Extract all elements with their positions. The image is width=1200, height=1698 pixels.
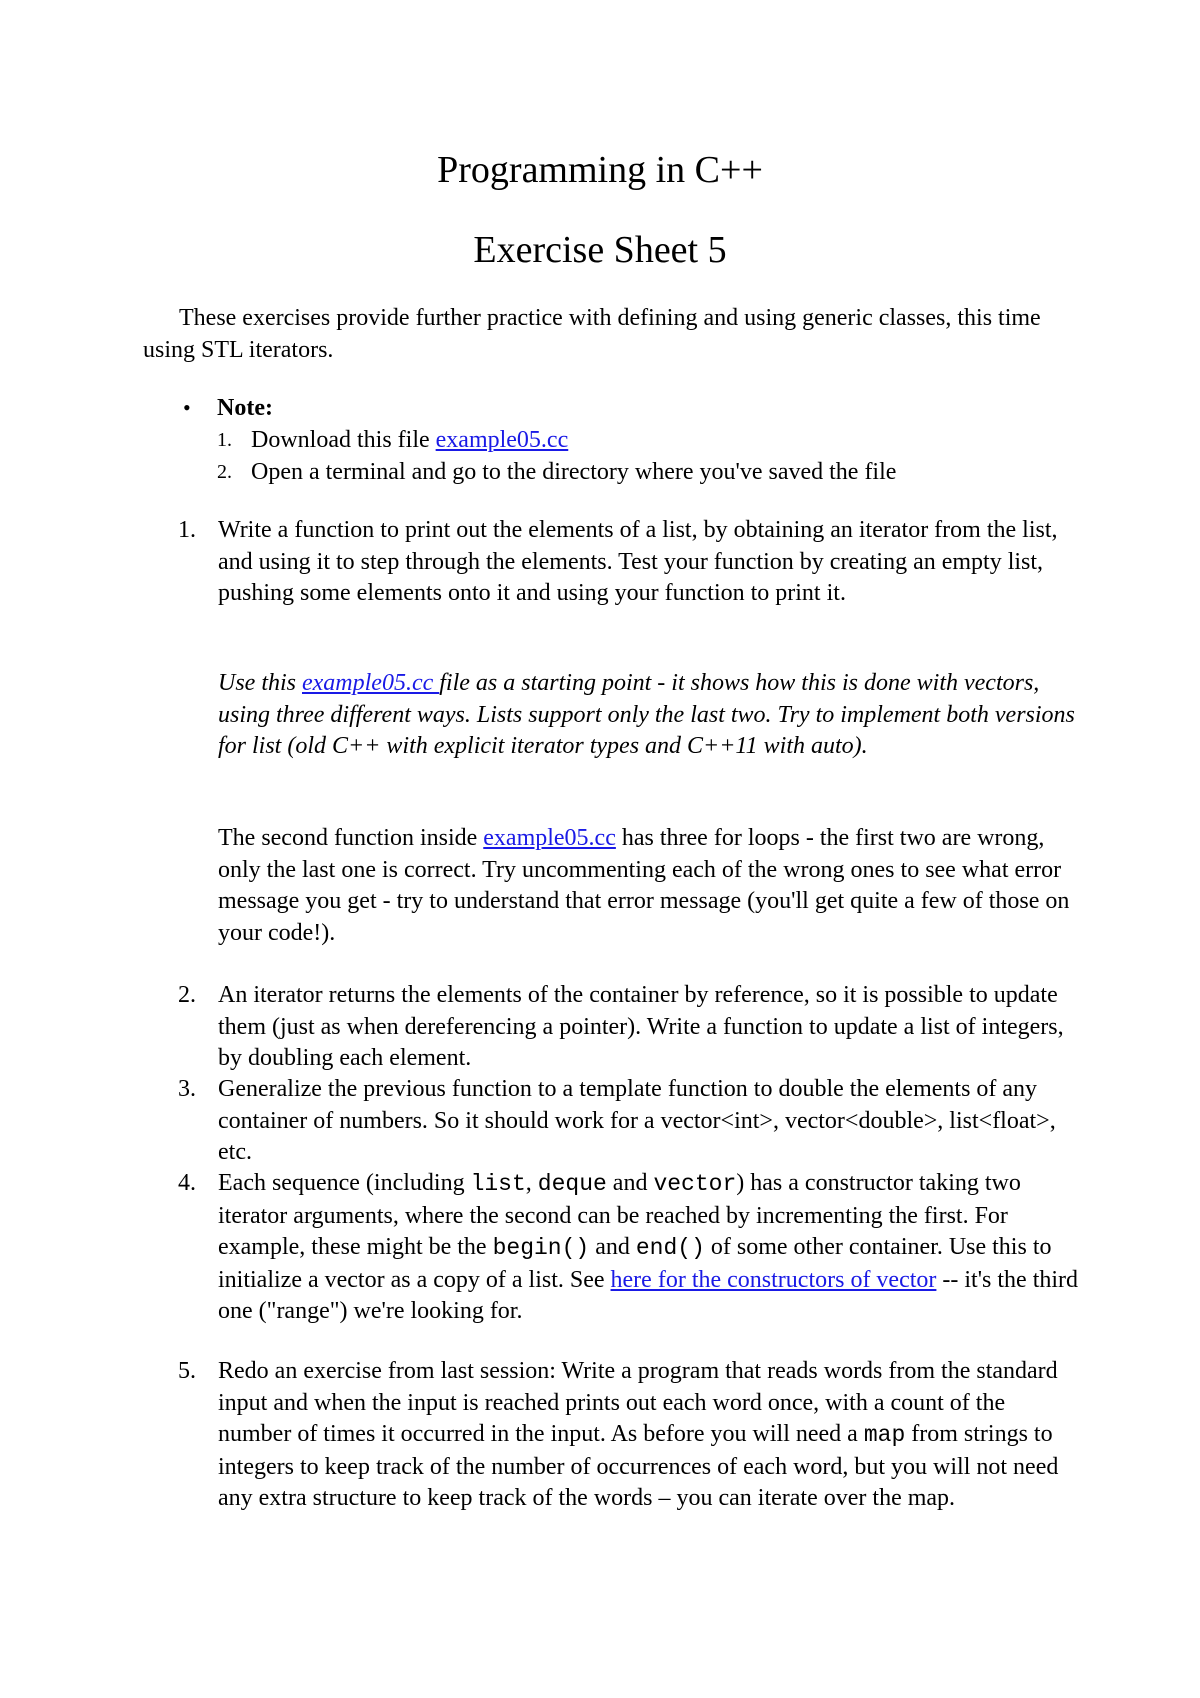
- exercise-text: The second function inside: [218, 825, 484, 851]
- intro-paragraph: [143, 302, 1063, 366]
- page-title: Programming in C++: [437, 149, 763, 191]
- intro-text: These exercises provide further practice with defining and using generic classes, this time using STL iterators.: [143, 305, 1041, 363]
- code-end: end(): [635, 1235, 705, 1261]
- exercise-text: Generalize the previous function to a template function to double the elements of any container of numbers. So it should work for a vector<int>, vector<double>, list<float>, etc.: [218, 1076, 1056, 1165]
- exercise-1-second-function: [218, 823, 1083, 949]
- note-item-download: [217, 424, 569, 456]
- code-begin: begin(): [492, 1235, 590, 1261]
- exercise-text: of some other container. Use this to initialize a vector as a copy of a list. See: [218, 1234, 1052, 1293]
- code-vector: vector: [653, 1171, 737, 1197]
- note-item-number: 1.: [217, 429, 232, 451]
- code-list: list: [470, 1171, 526, 1197]
- note-label: Note:: [217, 395, 273, 421]
- exercise-text: ) has a constructor taking two iterator arguments, where the second can be reached by incrementing the first. For example, these might be the: [218, 1170, 1021, 1260]
- exercise-text: An iterator returns the elements of the container by reference, so it is possible to update them (just as when dereferencing a pointer). Write a function to update a list of integers, by doubling each element.: [218, 982, 1064, 1071]
- note-item-terminal: [217, 456, 897, 488]
- exercise-1-hint: [218, 668, 1083, 763]
- exercise-2: [178, 980, 1083, 1075]
- note-item-number: 2.: [217, 461, 232, 483]
- exercise-text: Redo an exercise from last session: Write a program that reads words from the standard input and when the input is reached prints out each word once, with a count of the number of times it occurred in the input. As before you will need a: [218, 1358, 1058, 1447]
- exercise-number: 4.: [178, 1170, 196, 1196]
- example-file-link[interactable]: example05.cc: [302, 670, 440, 696]
- bullet-icon: •: [183, 395, 191, 420]
- exercise-1: [178, 515, 1083, 610]
- exercise-text: Write a function to print out the elements of a list, by obtaining an iterator from the list, and using it to step through the elements. Test your function by creating an empty list, pushing some elements onto it and using your function to print it.: [218, 517, 1058, 606]
- note-item-text: Open a terminal and go to the directory where you've saved the file: [251, 459, 897, 485]
- example-file-link[interactable]: example05.cc: [483, 825, 616, 851]
- exercise-text: and: [589, 1234, 636, 1260]
- exercise-number: 3.: [178, 1076, 196, 1102]
- page-subtitle: Exercise Sheet 5: [473, 229, 727, 271]
- exercise-text: -- it's the third one ("range") we're looking for.: [218, 1266, 1079, 1324]
- hint-text: Use this: [218, 670, 302, 696]
- exercise-text: Each sequence (including: [218, 1170, 471, 1196]
- exercise-text: has three for loops - the first two are wrong, only the last one is correct. Try uncommenting each of the wrong ones to see what error message you get - try to understand that error message (you'll get quite a few of those on your code!).: [218, 825, 1070, 946]
- exercise-number: 1.: [178, 517, 196, 543]
- exercise-text: from strings to integers to keep track of the number of occurrences of each word, but you will not need any extra structure to keep track of the words – you can iterate over the map.: [218, 1421, 1059, 1511]
- exercise-3: [178, 1074, 1083, 1169]
- code-map: map: [863, 1422, 906, 1448]
- example-file-link[interactable]: example05.cc: [435, 427, 569, 453]
- exercise-number: 5.: [178, 1358, 196, 1384]
- exercise-text: ,: [525, 1170, 538, 1196]
- vector-constructors-link[interactable]: here for the constructors of vector: [610, 1266, 937, 1293]
- exercise-text: and: [606, 1170, 654, 1196]
- hint-text: file as a starting point - it shows how this is done with vectors, using three different ways. Lists support only the last two. Try to implement both versions for list (old C++ with explicit iterator types and C++11 with auto).: [218, 670, 1075, 759]
- exercise-number: 2.: [178, 982, 196, 1008]
- exercise-5: [178, 1356, 1083, 1515]
- code-deque: deque: [537, 1171, 607, 1197]
- exercise-4: [178, 1168, 1083, 1328]
- note-item-text: Download this file: [251, 427, 436, 453]
